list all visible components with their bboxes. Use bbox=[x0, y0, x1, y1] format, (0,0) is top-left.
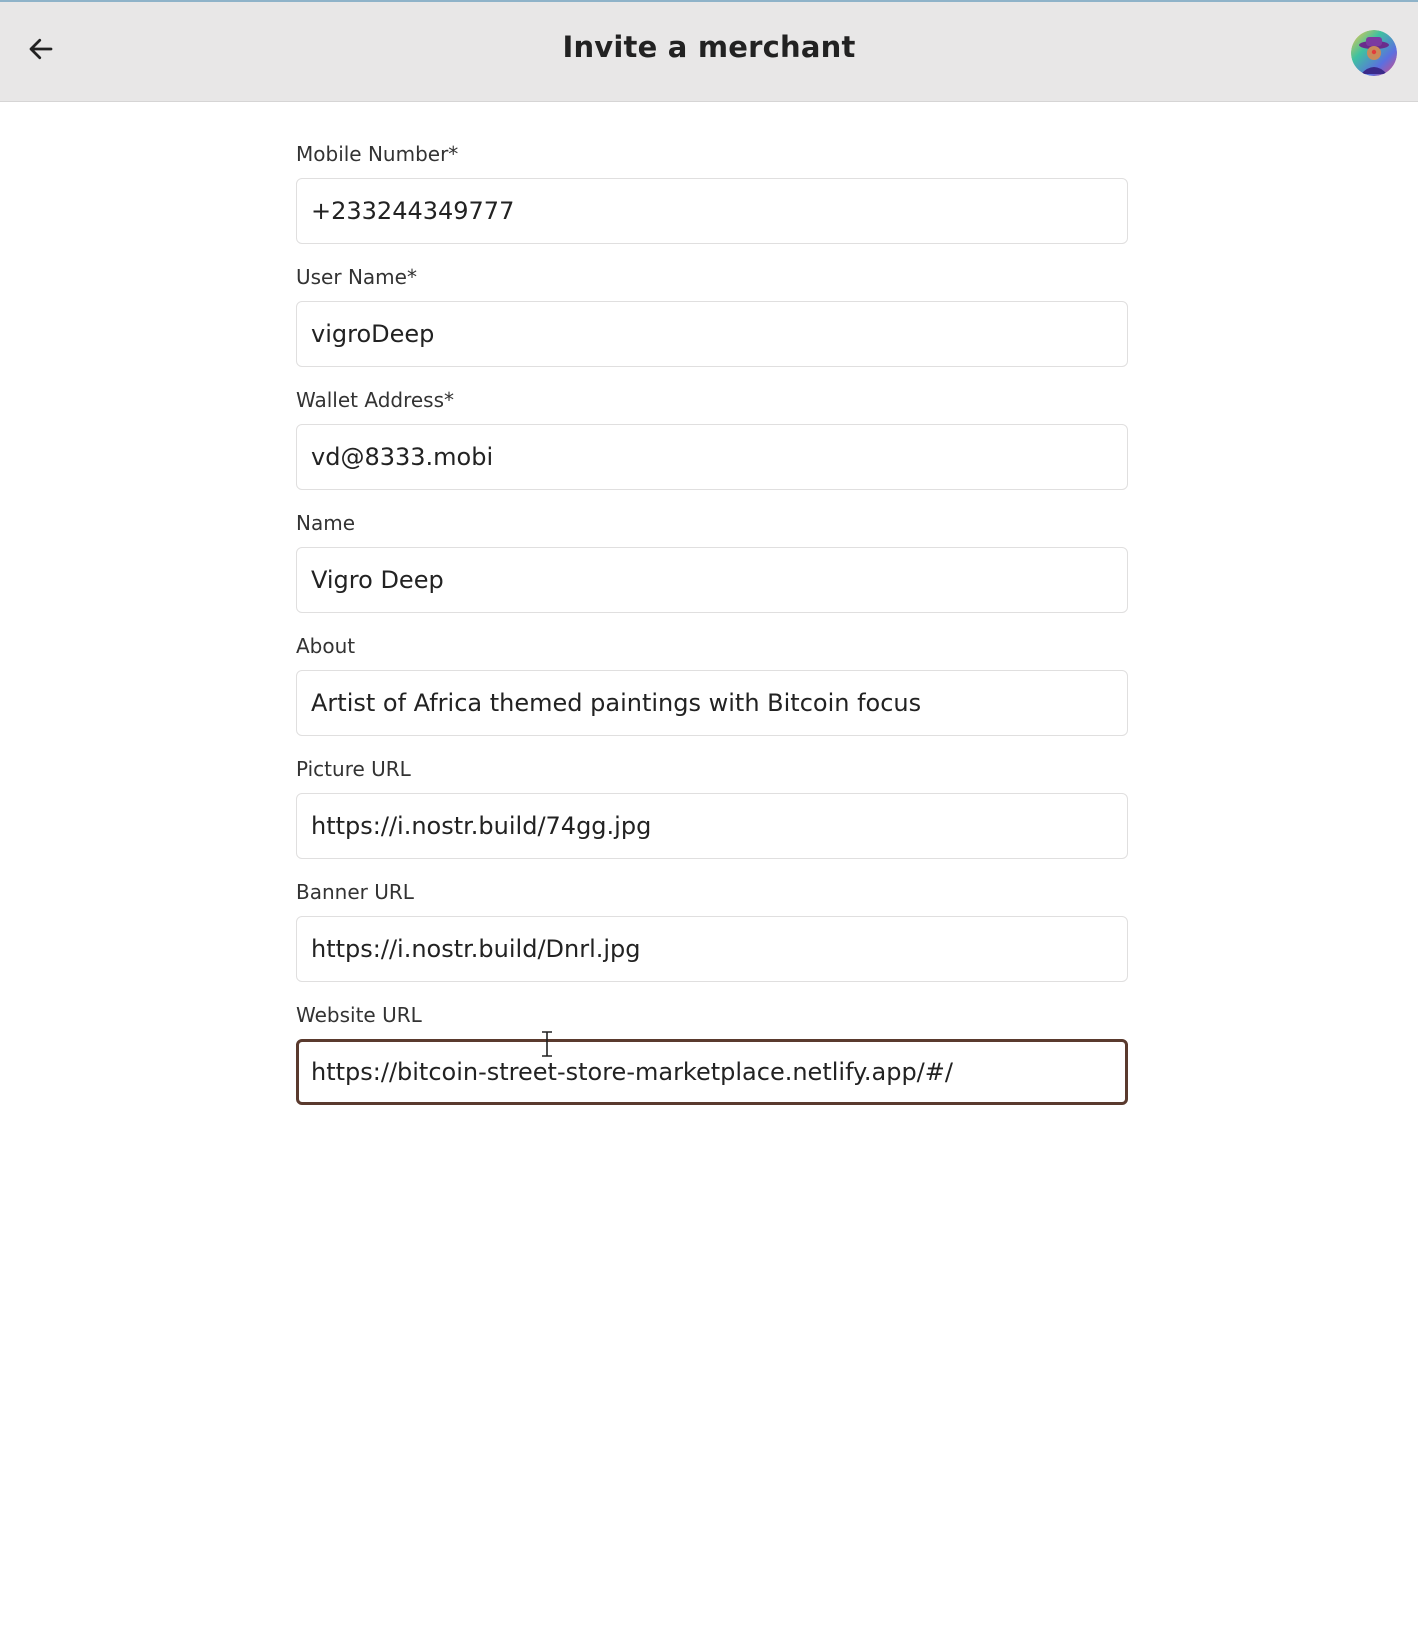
banner-url-input[interactable] bbox=[296, 916, 1128, 982]
field-label: Wallet Address* bbox=[296, 388, 455, 412]
field-about bbox=[296, 632, 1128, 755]
about-input[interactable] bbox=[296, 670, 1128, 736]
field-name bbox=[296, 509, 1128, 632]
field-label: Name bbox=[296, 511, 356, 535]
wallet-address-input[interactable] bbox=[296, 424, 1128, 490]
website-url-input[interactable] bbox=[296, 1039, 1128, 1105]
picture-url-input[interactable] bbox=[296, 793, 1128, 859]
user-avatar-icon bbox=[1351, 30, 1397, 76]
field-user-name bbox=[296, 263, 1128, 386]
field-label: Website URL bbox=[296, 1003, 422, 1027]
app-bar bbox=[0, 2, 1418, 102]
mobile-number-input[interactable] bbox=[296, 178, 1128, 244]
field-wallet-address bbox=[296, 386, 1128, 509]
name-input[interactable] bbox=[296, 547, 1128, 613]
field-label: User Name* bbox=[296, 265, 417, 289]
field-label: Picture URL bbox=[296, 757, 411, 781]
field-label: Banner URL bbox=[296, 880, 414, 904]
user-name-input[interactable] bbox=[296, 301, 1128, 367]
field-picture-url bbox=[296, 755, 1128, 878]
field-label: About bbox=[296, 634, 356, 658]
page-title: Invite a merchant bbox=[562, 30, 856, 64]
avatar[interactable] bbox=[1351, 30, 1397, 76]
invite-merchant-form bbox=[296, 140, 1128, 1124]
field-mobile-number bbox=[296, 140, 1128, 263]
field-label: Mobile Number* bbox=[296, 142, 459, 166]
field-banner-url bbox=[296, 878, 1128, 1001]
field-website-url bbox=[296, 1001, 1128, 1124]
